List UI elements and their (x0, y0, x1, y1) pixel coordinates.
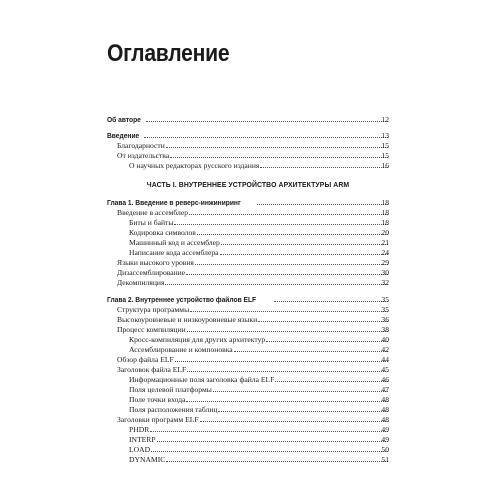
toc-entry-title: Кодировка символов (129, 228, 196, 237)
toc-entry-title: Структура программы (117, 305, 190, 314)
toc-entry-page: 38 (381, 325, 389, 334)
toc-entry-page: 40 (381, 335, 389, 344)
toc-entry-title: Декомпиляция (117, 278, 165, 287)
toc-entry-title: Введение (107, 131, 140, 140)
toc-entry-page: 21 (381, 238, 389, 247)
toc-entry-page: 12 (381, 115, 389, 124)
toc-entry-page: 30 (381, 268, 389, 277)
toc-entry-title: От издательства (117, 151, 170, 160)
toc-entry-page: 44 (381, 355, 389, 364)
toc-entry-page: 48 (381, 415, 389, 424)
toc-entry-page: 24 (381, 248, 389, 257)
toc-entry-title: Обзор файла ELF (117, 355, 174, 364)
toc-entry-title: LOAD (129, 445, 151, 454)
toc-entry-page: 18 (381, 218, 389, 227)
toc-entry (0, 452, 500, 464)
toc-entry-title: Поля целевой платформы (129, 385, 212, 394)
toc-entry (0, 158, 500, 170)
toc-entry-page: 16 (381, 161, 389, 170)
toc-entry-title: Благодарности (117, 141, 165, 150)
toc-entry (0, 275, 500, 287)
toc-entry-title: Биты и байты (129, 218, 174, 227)
toc-entry-title: Высокоуровневые и низкоуровневые языки (117, 315, 258, 324)
toc-entry-page: 49 (381, 425, 389, 434)
toc-entry-title: Процесс компиляции (117, 325, 186, 334)
toc-entry-page: 15 (381, 141, 389, 150)
toc-entry-title: Информационные поля заголовка файла ELF (129, 375, 275, 384)
toc-entry-page: 51 (381, 455, 389, 464)
toc-entry-title: DYNAMIC (129, 455, 166, 464)
toc-entry-title: Языки высокого уровня (117, 258, 194, 267)
toc-entry-page: 48 (381, 395, 389, 404)
toc-entry-title: Заголовки программ ELF (117, 415, 199, 424)
toc-entry-page: 18 (381, 208, 389, 217)
dot-leader (166, 461, 388, 462)
toc-entry-title: Машинный код и ассемблер (129, 238, 220, 247)
toc-entry-page: 36 (381, 315, 389, 324)
toc-entry-page: 46 (381, 375, 389, 384)
toc-entry-page: 18 (381, 198, 389, 207)
toc-entry-title: Заголовок файла ELF (117, 365, 187, 374)
part-heading: ЧАСТЬ I. ВНУТРЕННЕЕ УСТРОЙСТВО АРХИТЕКТУРЫ ARM (146, 180, 350, 189)
toc-entry-page: 47 (381, 385, 389, 394)
toc-entry-page: 13 (381, 131, 389, 140)
toc-entry (0, 112, 500, 124)
toc-entry-title: Введение в ассемблер (117, 208, 189, 217)
toc-entry-page: 35 (381, 305, 389, 314)
toc-entry-page: 20 (381, 228, 389, 237)
toc-entry-title: Дизассемблирование (117, 268, 186, 277)
dot-leader (146, 121, 388, 122)
toc-entry-title: Об авторе (107, 115, 141, 124)
toc-entry-page: 29 (381, 258, 389, 267)
toc-entry-title: Поля расположения таблиц (129, 405, 218, 414)
toc-entry-page: 15 (381, 151, 389, 160)
toc-entry-title: О научных редакторах русского издания (129, 161, 260, 170)
dot-leader (165, 284, 388, 285)
toc-entry-title: Кросс-компиляция для других архитектур (129, 335, 266, 344)
toc-entry-title: INTERP (129, 435, 156, 444)
toc-entry-page: 49 (381, 435, 389, 444)
toc-entry-title: Ассемблирование и компоновка (129, 345, 233, 354)
toc-entry-title: PHDR (129, 425, 150, 434)
toc-entry-title: Глава 2. Внутреннее устройство файлов ELF (107, 295, 257, 304)
toc-entry-page: 50 (381, 445, 389, 454)
toc-entry-page: 35 (381, 295, 389, 304)
toc-entry-page: 42 (381, 345, 389, 354)
toc-entry-page: 48 (381, 405, 389, 414)
toc-entry-title: Глава 1. Введение в реверс-инжиниринг (107, 198, 241, 207)
toc-entry-page: 45 (381, 365, 389, 374)
toc-entry-title: Поле точки входа (129, 395, 186, 404)
toc-entry-page: 32 (381, 278, 389, 287)
page-title: Оглавление (107, 40, 230, 67)
toc-entry-title: Написание кода ассемблера (129, 248, 219, 257)
